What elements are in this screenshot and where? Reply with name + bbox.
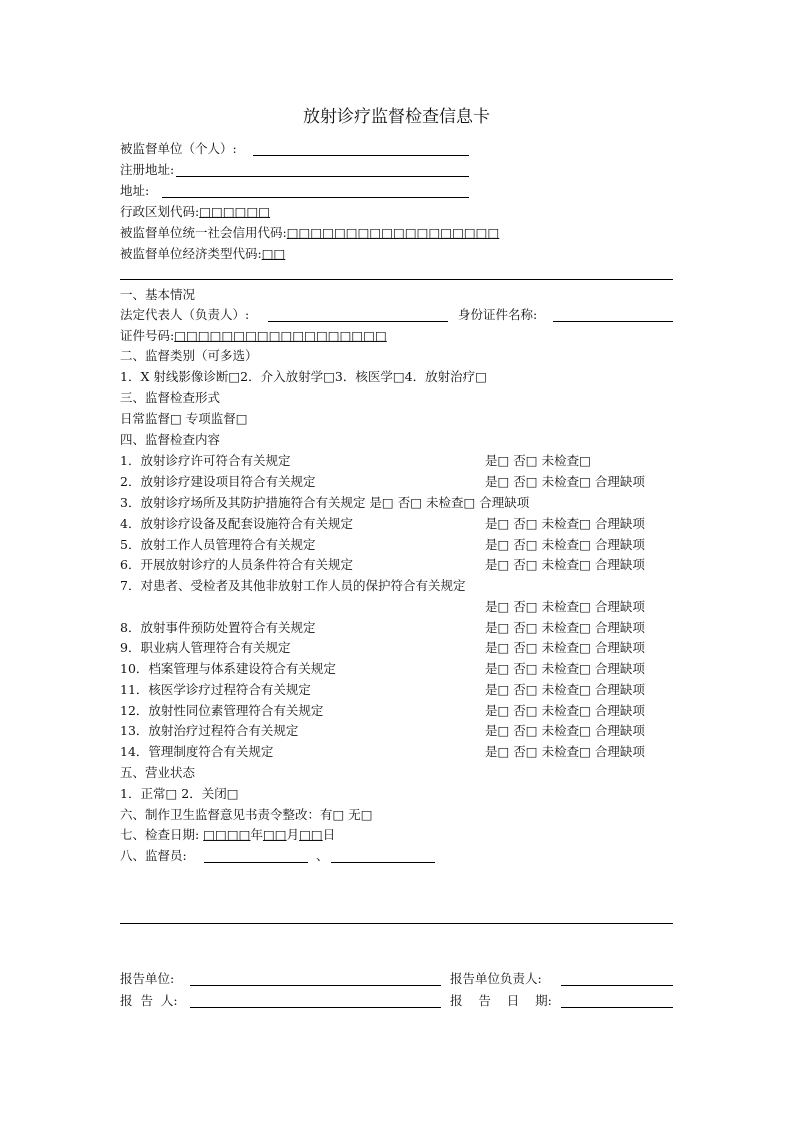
check-item-options[interactable]: 是□ 否□ 未检查□ 合理缺项	[485, 640, 645, 655]
unit-field[interactable]	[253, 155, 469, 156]
report-unit-head-label: 报告单位负责人:	[450, 971, 542, 986]
report-unit-label: 报告单位:	[120, 971, 175, 986]
supervisor-field-1[interactable]	[204, 862, 308, 863]
section1-heading: 一、基本情况	[120, 287, 196, 302]
check-item-text: 12．放射性同位素管理符合有关规定	[120, 703, 324, 718]
check-item-text: 2．放射诊疗建设项目符合有关规定	[120, 474, 316, 489]
check-item-text: 1．放射诊疗许可符合有关规定	[120, 453, 291, 468]
region-code-label: 行政区划代码:	[120, 204, 200, 219]
legal-rep-field[interactable]	[268, 321, 448, 322]
check-item-text: 7．对患者、受检者及其他非放射工作人员的保护符合有关规定	[120, 578, 466, 593]
check-item-text: 4．放射诊疗设备及配套设施符合有关规定	[120, 516, 353, 531]
year-label: 年	[250, 827, 263, 842]
check-item-options[interactable]: 是□ 否□ 未检查□ 合理缺项	[485, 723, 645, 738]
check-item-options[interactable]: 是□ 否□ 未检查□ 合理缺项	[485, 557, 645, 572]
section5-heading: 五、营业状态	[120, 765, 196, 780]
reporter-label: 报 告 人:	[120, 993, 178, 1008]
report-date-label: 报 告 日 期:	[450, 993, 552, 1008]
month-boxes[interactable]: □□	[262, 827, 287, 842]
id-no-label: 证件号码:	[120, 328, 175, 343]
legal-rep-label: 法定代表人（负责人）:	[120, 307, 250, 322]
check-item-options[interactable]: 是□ 否□ 未检查□ 合理缺项	[485, 474, 645, 489]
address-field[interactable]	[162, 197, 469, 198]
supervision-category-options[interactable]: 1．X 射线影像诊断□2．介入放射学□3．核医学□4．放射治疗□	[120, 369, 487, 384]
address-label: 地址:	[120, 183, 150, 198]
credit-code-label: 被监督单位统一社会信用代码:	[120, 225, 287, 240]
check-item-text: 5．放射工作人员管理符合有关规定	[120, 537, 316, 552]
report-date-field[interactable]	[561, 1007, 673, 1008]
report-unit-head-field[interactable]	[561, 985, 673, 986]
econ-type-boxes[interactable]: □□	[261, 246, 286, 261]
region-code-boxes[interactable]: □□□□□□	[199, 204, 271, 219]
section3-heading: 三、监督检查形式	[120, 390, 221, 405]
check-item-text: 14．管理制度符合有关规定	[120, 744, 274, 759]
check-item-text: 10．档案管理与体系建设符合有关规定	[120, 661, 336, 676]
check-item-options[interactable]: 是□ 否□ 未检查□ 合理缺项	[485, 599, 645, 614]
id-name-field[interactable]	[553, 321, 673, 322]
section2-heading: 二、监督类别（可多选）	[120, 348, 258, 363]
credit-code-boxes[interactable]: □□□□□□□□□□□□□□□□□□	[286, 225, 500, 240]
day-label: 日	[322, 827, 336, 842]
check-item-options[interactable]: 是□ 否□ 未检查□ 合理缺项	[485, 516, 645, 531]
reporter-field[interactable]	[190, 1007, 441, 1008]
econ-type-row	[120, 246, 285, 262]
check-item-options[interactable]: 是□ 否□ 未检查□	[485, 453, 591, 468]
check-item-options[interactable]: 是□ 否□ 未检查□ 合理缺项	[485, 744, 645, 759]
reg-address-label: 注册地址:	[120, 162, 175, 177]
year-boxes[interactable]: □□□□	[203, 827, 251, 842]
unit-label: 被监督单位（个人）:	[120, 141, 237, 156]
econ-type-label: 被监督单位经济类型代码:	[120, 246, 262, 261]
month-label: 月	[286, 827, 300, 842]
check-item-text: 11．核医学诊疗过程符合有关规定	[120, 682, 311, 697]
check-item-text: 6．开展放射诊疗的人员条件符合有关规定	[120, 557, 353, 572]
supervisor-label: 八、监督员:	[120, 848, 187, 863]
check-item-text: 9．职业病人管理符合有关规定	[120, 640, 291, 655]
check-item-options[interactable]: 是□ 否□ 未检查□ 合理缺项	[485, 661, 645, 676]
divider	[120, 279, 673, 280]
id-no-row	[120, 328, 387, 344]
divider	[120, 923, 673, 924]
check-item-options[interactable]: 是□ 否□ 未检查□ 合理缺项	[485, 537, 645, 552]
check-item-text[interactable]: 3．放射诊疗场所及其防护措施符合有关规定 是□ 否□ 未检查□ 合理缺项	[120, 495, 530, 510]
id-no-boxes[interactable]: □□□□□□□□□□□□□□□□□□	[174, 328, 387, 343]
check-item-options[interactable]: 是□ 否□ 未检查□ 合理缺项	[485, 682, 645, 697]
supervisor-field-2[interactable]	[331, 862, 435, 863]
rectification-order-options[interactable]: 六、制作卫生监督意见书责令整改：有□ 无□	[120, 807, 373, 822]
reg-address-field[interactable]	[176, 176, 469, 177]
day-boxes[interactable]: □□	[299, 827, 323, 842]
page-title: 放射诊疗监督检查信息卡	[303, 107, 490, 127]
business-status-options[interactable]: 1．正常□ 2．关闭□	[120, 786, 239, 801]
section4-heading: 四、监督检查内容	[120, 432, 221, 447]
check-item-options[interactable]: 是□ 否□ 未检查□ 合理缺项	[485, 703, 645, 718]
credit-code-row	[120, 225, 499, 241]
check-item-text: 8．放射事件预防处置符合有关规定	[120, 620, 316, 635]
check-item-options[interactable]: 是□ 否□ 未检查□ 合理缺项	[485, 620, 645, 635]
id-name-label: 身份证件名称:	[458, 307, 538, 322]
report-unit-field[interactable]	[190, 985, 441, 986]
inspection-date-label: 七、检查日期:	[120, 827, 200, 842]
inspection-form-options[interactable]: 日常监督□ 专项监督□	[120, 411, 248, 426]
region-code-row	[120, 204, 270, 220]
supervisor-separator: 、	[316, 848, 329, 863]
check-item-text: 13．放射治疗过程符合有关规定	[120, 723, 299, 738]
inspection-date-row	[120, 827, 335, 843]
